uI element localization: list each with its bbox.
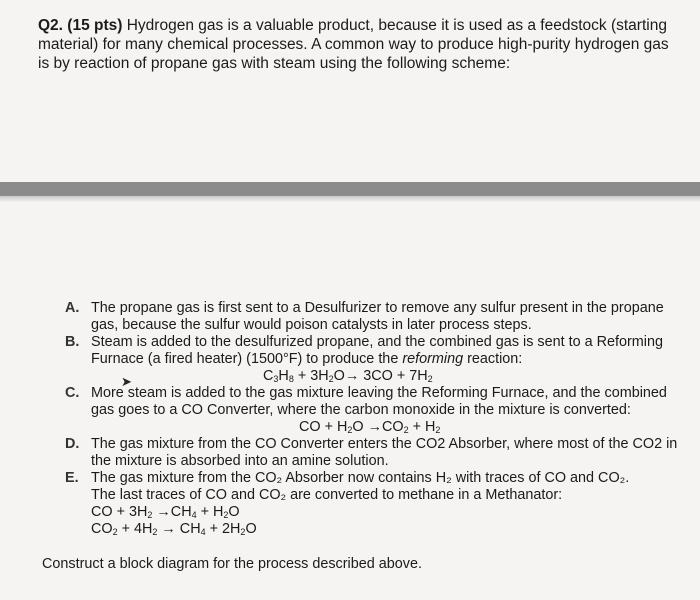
step-e <box>65 470 685 538</box>
step-d <box>65 436 685 470</box>
step-c <box>65 385 685 436</box>
closing-instruction: Construct a block diagram for the process described above. <box>42 556 422 572</box>
gray-divider-bar <box>0 182 700 196</box>
process-steps-list <box>65 300 685 538</box>
question-text <box>38 16 678 73</box>
step-text: The gas mixture from the CO Converter enters the CO2 Absorber, where most of the CO2 in the mixture is absorbed into an amine solution. <box>91 436 678 469</box>
reforming-equation: $C_3H_8 + 3H_2O\to 3CO + 7H_2$ <box>263 368 433 384</box>
step-letter: C. <box>65 385 80 401</box>
methanation-equation-2: $CO_2 + 4H_2 \to CH_4 + 2H_2O$ <box>91 521 257 537</box>
question-body: Hydrogen gas is a valuable product, because it is used as a feedstock (starting material) for many chemical processes. A common way to produce high-purity hydrogen gas is by reaction of propane gas with steam using the following scheme: <box>38 17 669 72</box>
step-text: reaction: <box>463 351 523 367</box>
step-text: More steam is added to the gas mixture leaving the Reforming Furnace, and the combined gas goes to a CO Converter, where the carbon monoxide in the mixture is converted: <box>91 385 667 418</box>
step-letter: E. <box>65 470 79 486</box>
divider-shadow <box>0 196 700 202</box>
methanation-equation-1: CO + $3H_2 \to CH_4 + H_2O$ <box>91 504 240 520</box>
step-letter: D. <box>65 436 80 452</box>
step-letter: A. <box>65 300 80 316</box>
step-text: The gas mixture from the CO₂ Absorber now contains H₂ with traces of CO and CO₂. <box>91 470 630 486</box>
step-text-italic: reforming <box>402 351 464 367</box>
step-b <box>65 334 685 385</box>
step-text: The propane gas is first sent to a Desulfurizer to remove any sulfur present in the propane gas, because the sulfur would poison catalysts in later process steps. <box>91 300 664 333</box>
question-label: Q2. (15 pts) <box>38 17 123 34</box>
step-text: The last traces of CO and CO₂ are converted to methane in a Methanator: <box>91 487 563 503</box>
step-letter: B. <box>65 334 80 350</box>
shift-equation: CO + $H_2O \to CO_2 + H_2$ <box>299 419 441 435</box>
mouse-cursor-icon: ➤ <box>121 374 132 389</box>
step-a <box>65 300 685 334</box>
step-text: Steam is added to the desulfurized propane, and the combined gas is sent to a Reforming Furnace (a fired heater) (1500°F) to produce the <box>91 334 663 367</box>
